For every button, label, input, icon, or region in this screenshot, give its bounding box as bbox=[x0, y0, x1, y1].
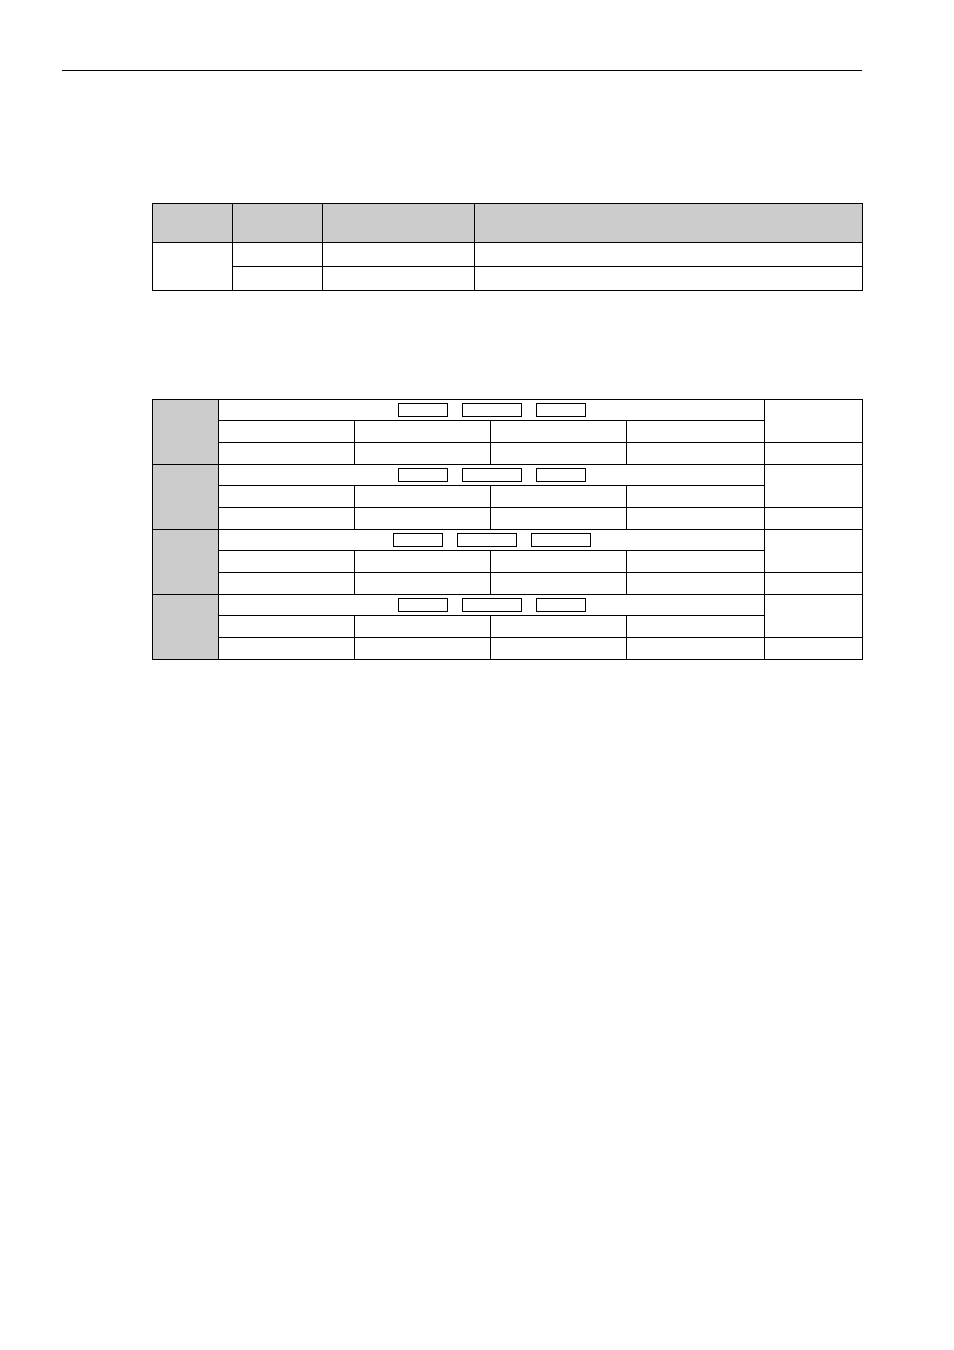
detail-cell bbox=[491, 508, 627, 530]
table-one-span-cell bbox=[153, 243, 233, 291]
table-row bbox=[153, 267, 863, 291]
detail-cell bbox=[627, 638, 765, 660]
bit-box bbox=[398, 468, 448, 482]
detail-cell bbox=[627, 616, 765, 638]
table-one-cell bbox=[475, 243, 863, 267]
bit-box bbox=[457, 533, 517, 547]
detail-cell bbox=[627, 443, 765, 465]
detail-cell bbox=[355, 638, 491, 660]
detail-cell bbox=[627, 421, 765, 443]
table-row bbox=[153, 551, 863, 573]
bit-box bbox=[462, 403, 522, 417]
bit-box bbox=[398, 403, 448, 417]
detail-cell bbox=[491, 616, 627, 638]
detail-cell bbox=[219, 421, 355, 443]
detail-cell bbox=[355, 421, 491, 443]
detail-cell bbox=[491, 638, 627, 660]
detail-cell bbox=[219, 616, 355, 638]
group-note-cell bbox=[765, 530, 863, 573]
group-label-cell bbox=[153, 595, 219, 660]
table-row bbox=[153, 443, 863, 465]
table-row bbox=[153, 616, 863, 638]
group-note-cell bbox=[765, 443, 863, 465]
bit-box bbox=[462, 468, 522, 482]
detail-cell bbox=[355, 486, 491, 508]
table-row bbox=[153, 573, 863, 595]
detail-cell bbox=[627, 573, 765, 595]
group-note-cell bbox=[765, 573, 863, 595]
detail-cell bbox=[355, 573, 491, 595]
group-note-cell bbox=[765, 595, 863, 638]
table-row bbox=[153, 400, 863, 421]
table-row bbox=[153, 486, 863, 508]
bit-box-row bbox=[219, 465, 765, 486]
table-row bbox=[153, 421, 863, 443]
detail-cell bbox=[219, 443, 355, 465]
detail-cell bbox=[219, 573, 355, 595]
table-row bbox=[153, 508, 863, 530]
table-one-cell bbox=[323, 243, 475, 267]
group-label-cell bbox=[153, 400, 219, 465]
group-label-cell bbox=[153, 530, 219, 595]
table-one-cell bbox=[233, 243, 323, 267]
detail-cell bbox=[491, 421, 627, 443]
table-one-header-cell-1 bbox=[153, 204, 233, 243]
bit-box bbox=[398, 598, 448, 612]
register-bit-map-table bbox=[152, 399, 863, 660]
detail-cell bbox=[355, 616, 491, 638]
top-specification-table bbox=[152, 203, 863, 291]
detail-cell bbox=[355, 443, 491, 465]
bit-box bbox=[536, 468, 586, 482]
page-header-rule bbox=[62, 70, 862, 71]
detail-cell bbox=[491, 443, 627, 465]
bit-box bbox=[536, 598, 586, 612]
table-row bbox=[153, 595, 863, 616]
table-one-header-cell-3 bbox=[323, 204, 475, 243]
table-one-cell bbox=[475, 267, 863, 291]
detail-cell bbox=[491, 573, 627, 595]
group-note-cell bbox=[765, 638, 863, 660]
detail-cell bbox=[491, 551, 627, 573]
bit-box-row bbox=[219, 400, 765, 421]
group-note-cell bbox=[765, 400, 863, 443]
detail-cell bbox=[219, 486, 355, 508]
bit-box bbox=[393, 533, 443, 547]
detail-cell bbox=[627, 508, 765, 530]
table-row bbox=[153, 530, 863, 551]
bit-box-row bbox=[219, 530, 765, 551]
table-row-header bbox=[153, 204, 863, 243]
detail-cell bbox=[355, 551, 491, 573]
table-one-header-cell-4 bbox=[475, 204, 863, 243]
group-note-cell bbox=[765, 508, 863, 530]
group-note-cell bbox=[765, 465, 863, 508]
table-row bbox=[153, 465, 863, 486]
table-row bbox=[153, 243, 863, 267]
bit-box bbox=[531, 533, 591, 547]
detail-cell bbox=[355, 508, 491, 530]
detail-cell bbox=[219, 508, 355, 530]
table-row bbox=[153, 638, 863, 660]
detail-cell bbox=[219, 638, 355, 660]
table-one-cell bbox=[233, 267, 323, 291]
detail-cell bbox=[491, 486, 627, 508]
bit-box-row bbox=[219, 595, 765, 616]
detail-cell bbox=[627, 486, 765, 508]
bit-box bbox=[536, 403, 586, 417]
table-one-cell bbox=[323, 267, 475, 291]
group-label-cell bbox=[153, 465, 219, 530]
bit-box bbox=[462, 598, 522, 612]
detail-cell bbox=[627, 551, 765, 573]
table-one-header-cell-2 bbox=[233, 204, 323, 243]
detail-cell bbox=[219, 551, 355, 573]
